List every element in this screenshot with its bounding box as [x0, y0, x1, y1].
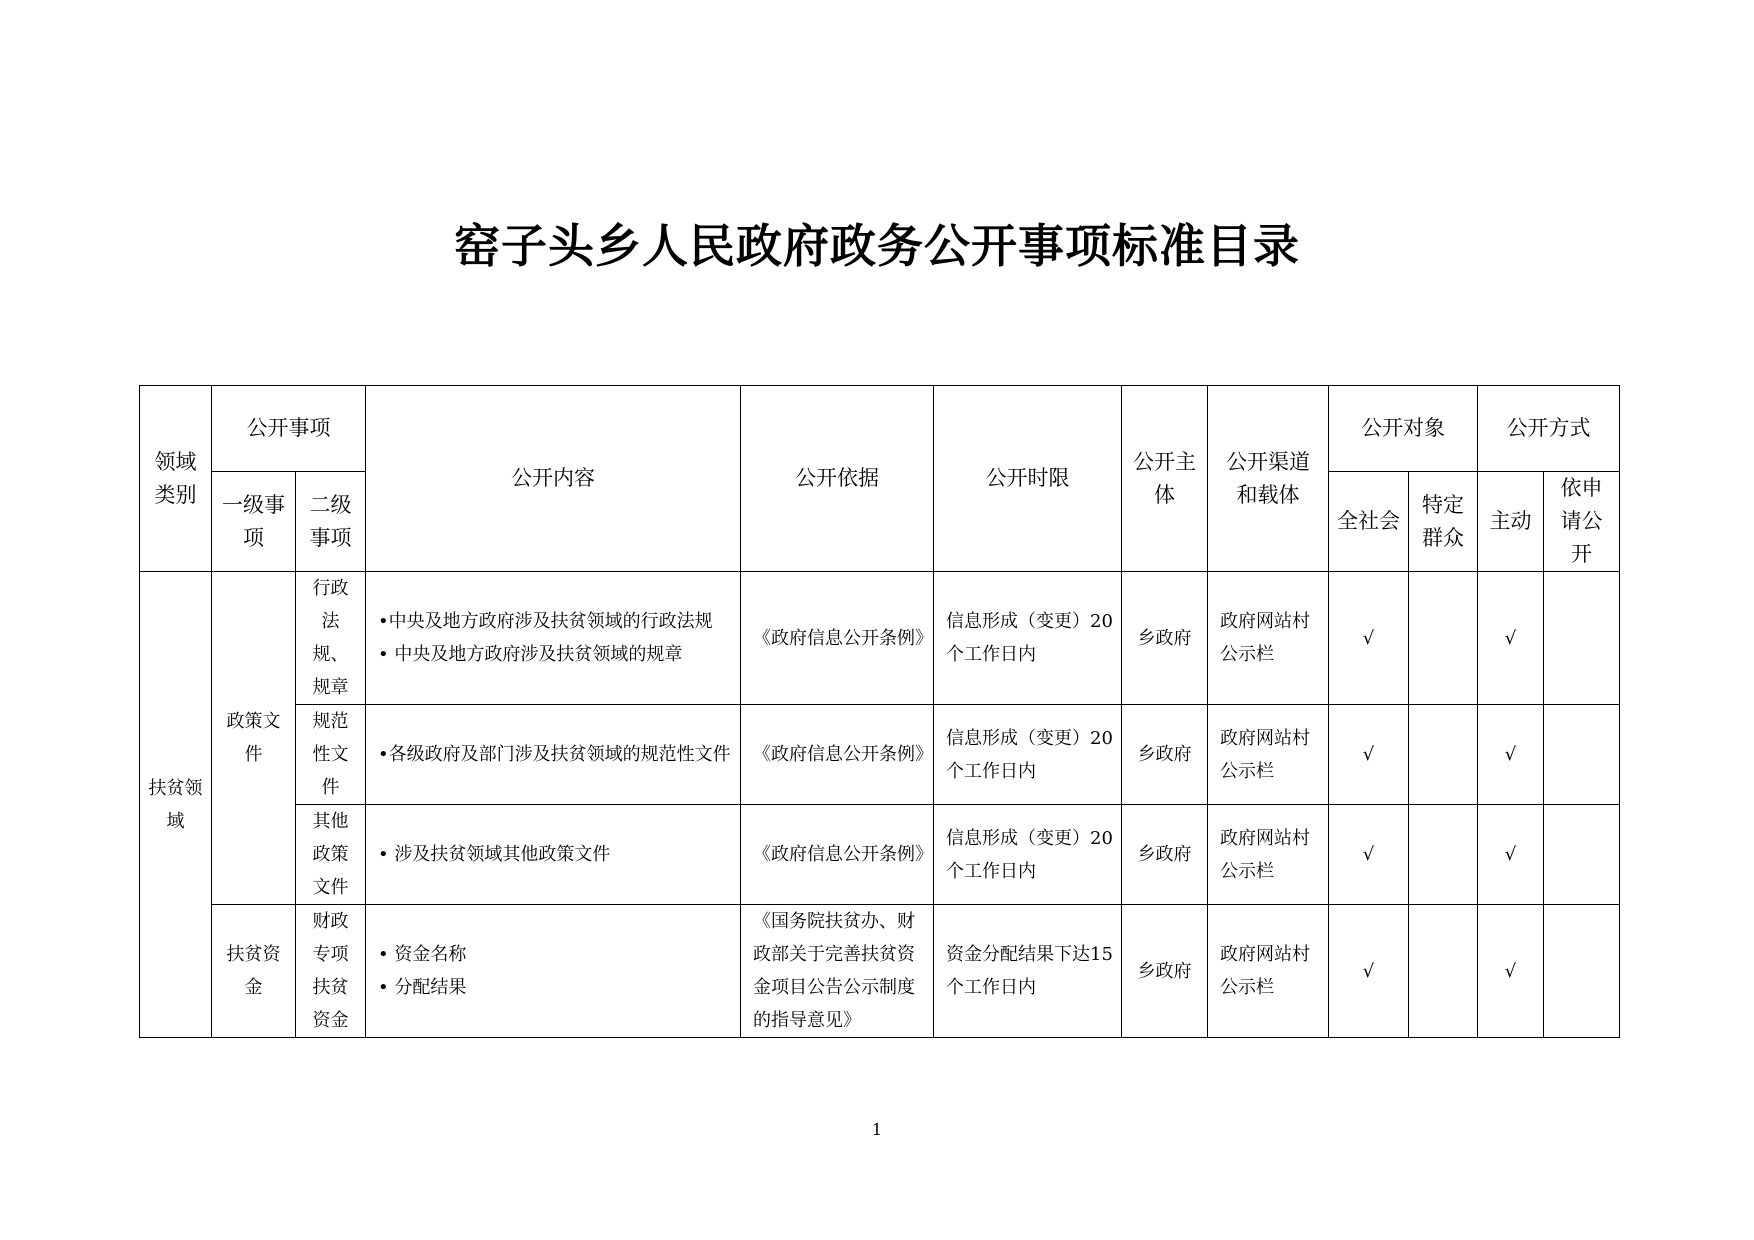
target-specific-check: [1409, 805, 1478, 905]
level2-cell: 财政专项扶贫资金: [296, 905, 366, 1038]
content-line: •各级政府及部门涉及扶贫领域的规范性文件: [378, 744, 731, 765]
header-method-apply: 依申请公开: [1544, 472, 1620, 572]
channel-cell: 政府网站村公示栏: [1208, 805, 1329, 905]
table-row: [140, 805, 1620, 905]
header-subject: 公开主体: [1122, 386, 1208, 572]
method-apply-check: [1544, 805, 1620, 905]
header-method: 公开方式: [1478, 386, 1620, 472]
time-limit-cell: 信息形成（变更）20个工作日内: [934, 572, 1122, 705]
table-row: [140, 905, 1620, 1038]
method-active-check: √: [1478, 705, 1544, 805]
basis-cell: 《政府信息公开条例》: [741, 805, 934, 905]
level1-cell: 政策文件: [212, 572, 296, 905]
subject-cell: 乡政府: [1122, 705, 1208, 805]
header-basis: 公开依据: [741, 386, 934, 572]
header-content: 公开内容: [366, 386, 741, 572]
content-cell: [366, 705, 741, 805]
content-cell: [366, 805, 741, 905]
target-all-check: √: [1329, 905, 1409, 1038]
time-limit-cell: 信息形成（变更）20个工作日内: [934, 805, 1122, 905]
header-level1: 一级事项: [212, 472, 296, 572]
header-level2: 二级事项: [296, 472, 366, 572]
header-domain-category: 领域类别: [140, 386, 212, 572]
content-cell: [366, 572, 741, 705]
target-specific-check: [1409, 705, 1478, 805]
basis-cell: 《政府信息公开条例》: [741, 572, 934, 705]
document-title: 窑子头乡人民政府政务公开事项标准目录: [454, 219, 1300, 273]
method-active-check: √: [1478, 805, 1544, 905]
table-row: [140, 572, 1620, 705]
channel-cell: 政府网站村公示栏: [1208, 572, 1329, 705]
header-target: 公开对象: [1329, 386, 1478, 472]
level2-cell: 其他政策文件: [296, 805, 366, 905]
target-all-check: √: [1329, 705, 1409, 805]
header-target-all: 全社会: [1329, 472, 1409, 572]
level2-cell: 行政法规、规章: [296, 572, 366, 705]
content-line: • 资金名称: [378, 944, 467, 965]
header-channel: 公开渠道和载体: [1208, 386, 1329, 572]
subject-cell: 乡政府: [1122, 905, 1208, 1038]
header-time-limit: 公开时限: [934, 386, 1122, 572]
channel-cell: 政府网站村公示栏: [1208, 905, 1329, 1038]
time-limit-cell: 资金分配结果下达15个工作日内: [934, 905, 1122, 1038]
header-target-specific: 特定群众: [1409, 472, 1478, 572]
time-limit-cell: 信息形成（变更）20个工作日内: [934, 705, 1122, 805]
content-line: • 中央及地方政府涉及扶贫领域的规章: [378, 644, 683, 665]
target-all-check: √: [1329, 805, 1409, 905]
basis-cell: 《政府信息公开条例》: [741, 705, 934, 805]
target-all-check: √: [1329, 572, 1409, 705]
catalog-table: [139, 385, 1620, 1038]
header-method-active: 主动: [1478, 472, 1544, 572]
subject-cell: 乡政府: [1122, 805, 1208, 905]
method-active-check: √: [1478, 905, 1544, 1038]
method-apply-check: [1544, 705, 1620, 805]
basis-cell: 《国务院扶贫办、财政部关于完善扶贫资金项目公告公示制度的指导意见》: [741, 905, 934, 1038]
domain-cell: 扶贫领域: [140, 572, 212, 1038]
target-specific-check: [1409, 905, 1478, 1038]
page-number: 1: [871, 1120, 883, 1139]
method-apply-check: [1544, 905, 1620, 1038]
level1-cell: 扶贫资金: [212, 905, 296, 1038]
method-active-check: √: [1478, 572, 1544, 705]
method-apply-check: [1544, 572, 1620, 705]
content-line: •中央及地方政府涉及扶贫领域的行政法规: [378, 611, 713, 632]
level2-cell: 规范性文件: [296, 705, 366, 805]
target-specific-check: [1409, 572, 1478, 705]
subject-cell: 乡政府: [1122, 572, 1208, 705]
header-public-item: 公开事项: [212, 386, 366, 472]
table-row: [140, 705, 1620, 805]
content-cell: [366, 905, 741, 1038]
channel-cell: 政府网站村公示栏: [1208, 705, 1329, 805]
content-line: • 分配结果: [378, 977, 467, 998]
content-line: • 涉及扶贫领域其他政策文件: [378, 844, 611, 865]
